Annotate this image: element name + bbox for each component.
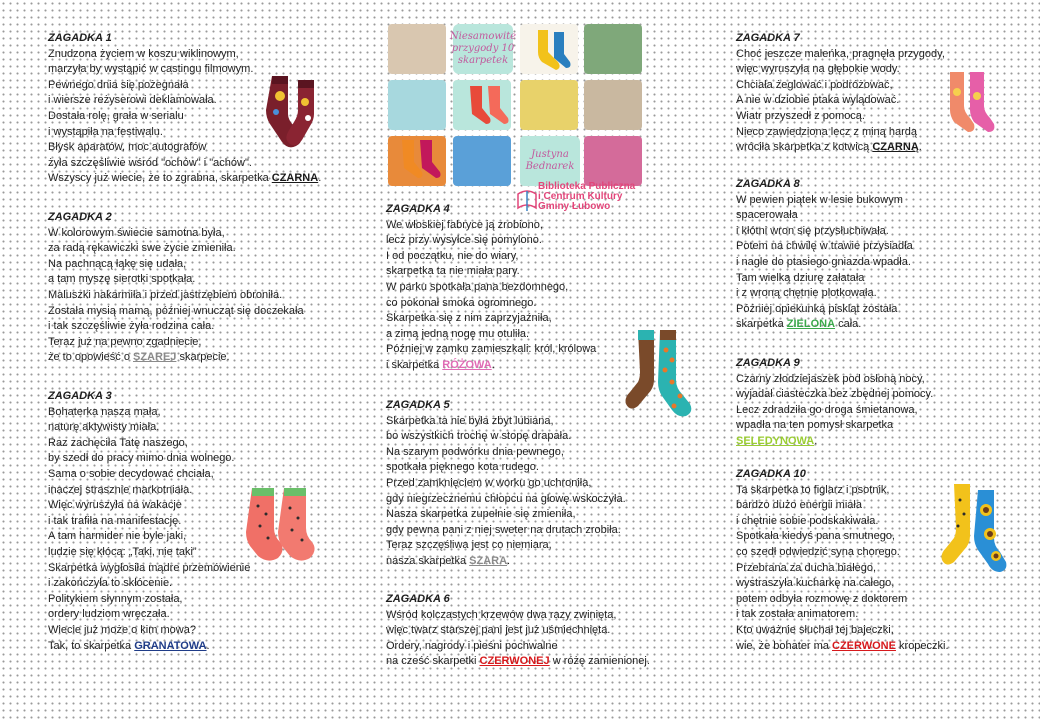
riddle-answer-line: Tak, to skarpetka GRANATOWA.: [48, 639, 210, 652]
riddle-line: potem odbyła rozmowę z doktorem: [736, 592, 908, 605]
riddle-line: ludzie się kłócą: „Taki, nie taki”: [48, 545, 197, 558]
collage-sock-yellow-image: [528, 28, 578, 74]
riddle-line: i wiersze reżyserowi deklamowała.: [48, 94, 217, 107]
riddle-line: Maluszki nakarmiła i przed jastrzębiem obroniła.: [48, 288, 283, 301]
answer-grey: SZARA: [469, 554, 508, 567]
riddle-line: Została mysią mamą, później wnucząt się doczekała: [48, 304, 304, 317]
riddle-5: [386, 398, 626, 570]
riddle-line: Ta skarpetka to figlarz i psotnik,: [736, 483, 890, 496]
riddle-line: i wystąpiła na festiwalu.: [48, 125, 163, 138]
riddle-title: ZAGADKA 7: [736, 32, 800, 44]
answer-black: CZARNA: [271, 172, 319, 185]
riddle-7: [736, 31, 945, 156]
photo-tile: [584, 24, 642, 74]
answer-pink: RÓŻOWA: [442, 358, 492, 371]
riddle-title: ZAGADKA 5: [386, 399, 450, 411]
riddle-line: A nie w dziobie ptaka wylądować.: [736, 94, 900, 107]
riddle-answer-line: Wszyscy już wiecie, że to zgrabna, skarpetka CZARNA.: [48, 172, 322, 185]
riddle-line: co pokonał smoka ogromnego.: [386, 296, 537, 309]
riddle-line: za radą rękawiczki swe życie zmieniła.: [48, 242, 236, 255]
answer-grey: SZAREJ: [133, 351, 177, 364]
riddle-line: W parku spotkała pana bezdomnego,: [386, 280, 569, 293]
riddle-title: ZAGADKA 3: [48, 390, 112, 402]
photo-tile: [388, 80, 446, 130]
riddle-title: ZAGADKA 9: [736, 357, 800, 369]
riddle-line: I od początku, nie do wiary,: [386, 249, 519, 262]
sock-pair-sunflower-image: [936, 480, 1014, 576]
answer-red: CZERWONEJ: [479, 655, 550, 668]
riddle-title: ZAGADKA 1: [48, 32, 112, 44]
riddle-line: co szedł odwiedzić syna chorego.: [736, 545, 900, 558]
answer-red: CZERWONE: [832, 639, 896, 652]
riddle-line: skarpetka ta nie miała pary.: [386, 265, 520, 278]
riddle-line: Pewnego dnia się pożegnała: [48, 78, 189, 91]
library-name: Biblioteka Publiczna i Centrum Kultury Gminy Łubowo: [538, 181, 636, 212]
riddle-line: i tak szczęśliwie żyła rodzina cała.: [48, 320, 215, 333]
riddle-line: Choć jeszcze maleńka, pragnęła przygody,: [736, 47, 945, 60]
riddle-line: Tam wielką dziurę załatała: [736, 271, 865, 284]
riddle-line: bardzo dużo energii miała: [736, 499, 862, 512]
riddle-line: by szedł do pracy mimo dnia wolnego.: [48, 452, 235, 465]
riddle-2: [48, 210, 304, 366]
answer-lime: SELEDYNOWA: [736, 434, 815, 447]
riddle-line: Skarpetka wygłosiła mądre przemówienie: [48, 561, 251, 574]
riddle-line: marzyła by wystąpić w castingu filmowym.: [48, 63, 254, 76]
riddle-9: [736, 356, 933, 450]
riddle-line: W kolorowym świecie samotna była,: [48, 226, 225, 239]
riddle-8: [736, 177, 913, 333]
photo-tile: [453, 136, 511, 186]
riddle-answer-line: wie, że bohater ma CZERWONE kropeczki.: [736, 639, 949, 652]
riddle-line: Później opiekunką piskląt została: [736, 302, 898, 315]
sock-pair-brown-teal-image: [620, 326, 700, 422]
riddle-line: Czarny złodziejaszek pod osłoną nocy,: [736, 372, 925, 385]
answer-black: CZARNĄ: [872, 141, 919, 154]
riddle-answer-line: na cześć skarpetki CZERWONEJ w różę zamienionej.: [386, 655, 650, 668]
riddle-line: i zakończyła to skłócenie.: [48, 577, 173, 590]
riddle-answer-line: że to opowieść o SZAREJ skarpecie.: [48, 351, 230, 364]
riddle-line: Na szarym podwórku dnia pewnego,: [386, 445, 564, 458]
photo-tile: [584, 80, 642, 130]
riddle-line: Politykiem słynnym została,: [48, 592, 183, 605]
riddle-line: Bohaterka nasza mała,: [48, 405, 161, 418]
riddle-line: Sama o sobie decydować chciała,: [48, 467, 214, 480]
riddle-answer-line: wróciła skarpetka z kotwicą CZARNĄ.: [736, 141, 922, 154]
collage-sock-red-image: [460, 84, 514, 128]
riddle-line: wyjadał ciasteczka bez zbędnej pomocy.: [736, 388, 934, 401]
riddle-line: W pewien piątek w lesie bukowym: [736, 193, 903, 206]
riddle-line: gdy niegrzecznemu chłopcu na głowę wskoczyła.: [386, 492, 626, 505]
answer-navy: GRANATOWA: [134, 639, 207, 652]
riddle-line: Nieco zawiedziona lecz z miną hardą: [736, 125, 917, 138]
riddle-title: ZAGADKA 4: [386, 203, 450, 215]
riddle-line: wystraszyła kucharkę na całego,: [736, 577, 895, 590]
sock-pair-pink-orange-image: [940, 70, 1004, 140]
book-author: Justyna Bednarek: [520, 136, 580, 186]
riddle-line: Teraz już na pewno zgadniecie,: [48, 335, 202, 348]
riddle-line: Skarpetka ta nie była zbyt lubiana,: [386, 414, 554, 427]
riddle-4: [386, 202, 596, 374]
riddle-line: Na pachnącą łąkę się udała,: [48, 257, 187, 270]
riddle-line: Dostała rolę, grała w serialu: [48, 109, 184, 122]
riddle-line: Wśród kolczastych krzewów dwa razy zwinięta,: [386, 608, 617, 621]
riddle-line: żyła szczęśliwie wśród "ochów" i "achów".: [48, 156, 252, 169]
riddle-line: spacerowała: [736, 209, 798, 222]
riddle-line: i nagle do ptasiego gniazda wpadła.: [736, 255, 911, 268]
photo-tile: [584, 136, 642, 186]
riddle-line: i z wroną chętnie plotkowała.: [736, 287, 877, 300]
riddle-line: Teraz szczęśliwa jest co niemiara,: [386, 539, 552, 552]
riddle-line: Wiatr przyszedł z pomocą.: [736, 109, 865, 122]
riddle-line: Znudzona życiem w koszu wiklinowym,: [48, 47, 239, 60]
riddle-line: a zimą jedną nogę mu otuliła.: [386, 327, 530, 340]
riddle-line: Kto uważnie słuchał tej bajeczki,: [736, 623, 894, 636]
riddle-line: a tam myszę sierotki spotkała.: [48, 273, 196, 286]
riddle-title: ZAGADKA 10: [736, 468, 806, 480]
riddle-line: Później w zamku zamieszkali: król, królowa: [386, 343, 597, 356]
riddle-line: bo wszystkich trochę w stopę drapała.: [386, 430, 572, 443]
riddle-line: i tak trafiła na manifestację.: [48, 514, 182, 527]
riddle-line: A tam harmider nie byle jaki,: [48, 530, 187, 543]
riddle-line: Lecz zdradziła go droga śmietanowa,: [736, 403, 918, 416]
riddle-answer-line: skarpetka ZIELONA cała.: [736, 318, 862, 331]
answer-green: ZIELONA: [786, 318, 836, 331]
book-cover-title: Niesamowite przygody 10 skarpetek: [453, 24, 513, 74]
riddle-line: i chętnie sobie podskakiwała.: [736, 514, 879, 527]
riddle-line: i kłótni wron się przysłuchiwała.: [736, 224, 889, 237]
riddle-line: inaczej strasznie markotniała.: [48, 483, 193, 496]
riddle-answer-line: nasza skarpetka SZARA.: [386, 554, 511, 567]
photo-tile: [388, 24, 446, 74]
riddle-3: [48, 389, 250, 654]
riddle-line: lecz przy wysyłce się pomylono.: [386, 234, 542, 247]
riddle-title: ZAGADKA 6: [386, 593, 450, 605]
riddle-line: Przebrana za ducha białego,: [736, 561, 877, 574]
riddle-line: Błysk aparatów, moc autografów: [48, 141, 207, 154]
riddle-answer-line: i skarpetka RÓŻOWA.: [386, 358, 495, 371]
riddle-title: ZAGADKA 8: [736, 178, 800, 190]
riddle-10: [736, 467, 949, 654]
riddle-6: [386, 592, 650, 670]
riddle-line: Wiecie już może o kim mowa?: [48, 623, 196, 636]
riddle-line: ordery ludziom wręczała.: [48, 608, 170, 621]
riddle-line: więc twarz starszej pani jest już uśmiechnięta.: [386, 624, 611, 637]
riddle-line: Potem na chwilę w trawie przysiadła: [736, 240, 913, 253]
riddle-line: Nasza skarpetka zupełnie się zmieniła,: [386, 508, 576, 521]
riddle-line: Chciała żeglować i podróżować,: [736, 78, 893, 91]
riddle-line: gdy pewna pani z niej sweter na drutach zrobiła.: [386, 523, 621, 536]
collage-sock-orange-image: [392, 138, 446, 184]
riddle-line: Przed zamknięciem w worku go uchroniła,: [386, 476, 592, 489]
riddle-line: Raz zachęciła Tatę naszego,: [48, 436, 188, 449]
sock-pair-watermelon-image: [244, 482, 324, 566]
riddle-line: naturę aktywisty miała.: [48, 421, 160, 434]
riddle-line: Spotkała kiedyś pana smutnego,: [736, 530, 895, 543]
riddle-title: ZAGADKA 2: [48, 211, 112, 223]
riddle-answer-line: SELEDYNOWA.: [736, 434, 818, 447]
riddle-line: Ordery, nagrody i pieśni pochwalne: [386, 639, 558, 652]
riddle-line: Więc wyruszyła na wakacje: [48, 499, 182, 512]
riddle-line: We włoskiej fabryce ją zrobiono,: [386, 218, 543, 231]
riddle-line: więc wyruszyła na głębokie wody.: [736, 63, 900, 76]
riddle-line: i tak została animatorem.: [736, 608, 859, 621]
riddle-line: wpadła na ten pomysł skarpetka: [736, 419, 894, 432]
riddle-line: Skarpetka się z nim zaprzyjaźniła,: [386, 312, 552, 325]
photo-tile: [520, 80, 578, 130]
sock-pair-dark-red-image: [258, 72, 328, 152]
riddle-line: spotkała pięknego kota rudego.: [386, 461, 539, 474]
